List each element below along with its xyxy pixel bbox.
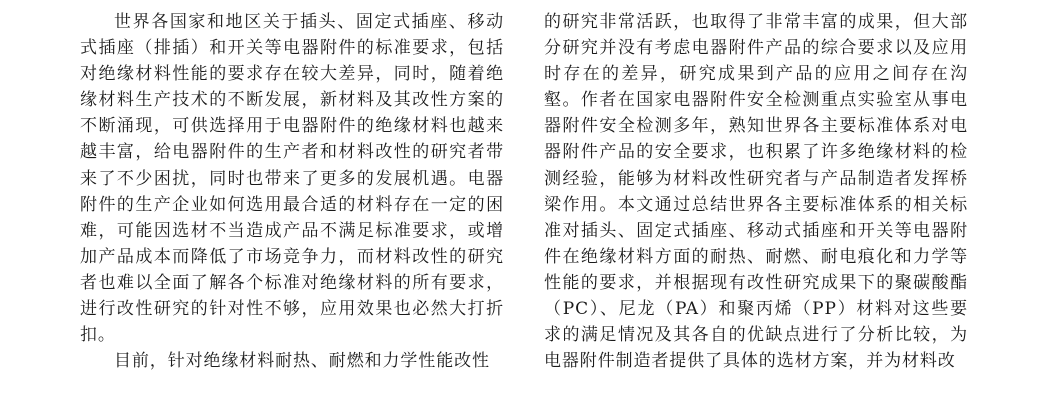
body-paragraph: 世界各国家和地区关于插头、固定式插座、移动式插座（排插）和开关等电器附件的标准要求，包括对绝缘材料性能的要求存在较大差异，同时，随着绝缘材料生产技术的不断发展，新材料及其改性方案的不断涌现，可供选择用于电器附件的绝缘材料也越来越丰富，给电器附件的生产者和材料改性的研究者带来了不少困扰，同时也带来了更多的发展机遇。电器附件的生产企业如何选用最合适的材料存在一定的困难，可能因选材不当造成产品不满足标准要求，或增加产品成本而降低了市场竞争力，而材料改性的研究者也难以全面了解各个标准对绝缘材料的所有要求，进行改性研究的针对性不够，应用效果也必然大打折扣。: [80, 12, 504, 346]
body-paragraph-continued: 的研究非常活跃，也取得了非常丰富的成果，但大部分研究并没有考虑电器附件产品的综合要求以及应用时存在的差异，研究成果到产品的应用之间存在沟壑。作者在国家电器附件安全检测重点实验室从事电器附件安全检测多年，熟知世界各主要标准体系对电器附件产品的安全要求，也积累了许多绝缘材料的检测经验，能够为材料改性研究者与产品制造者发挥桥梁作用。本文通过总结世界各主要标准体系的相关标准对插头、固定式插座、移动式插座和开关等电器附件在绝缘材料方面的耐热、耐燃、耐电痕化和力学等性能的要求，并根据现有改性研究成果下的聚碳酸酯（PC）、尼龙（PA）和聚丙烯（PP）材料对这些要求的满足情况及其各自的优缺点进行了分析比较，为电器附件制造者提供了具体的选材方案，并为材料改: [544, 12, 968, 372]
right-text-column: [544, 9, 968, 374]
left-text-column: [80, 9, 504, 374]
body-paragraph: 目前，针对绝缘材料耐热、耐燃和力学性能改性: [114, 351, 490, 372]
